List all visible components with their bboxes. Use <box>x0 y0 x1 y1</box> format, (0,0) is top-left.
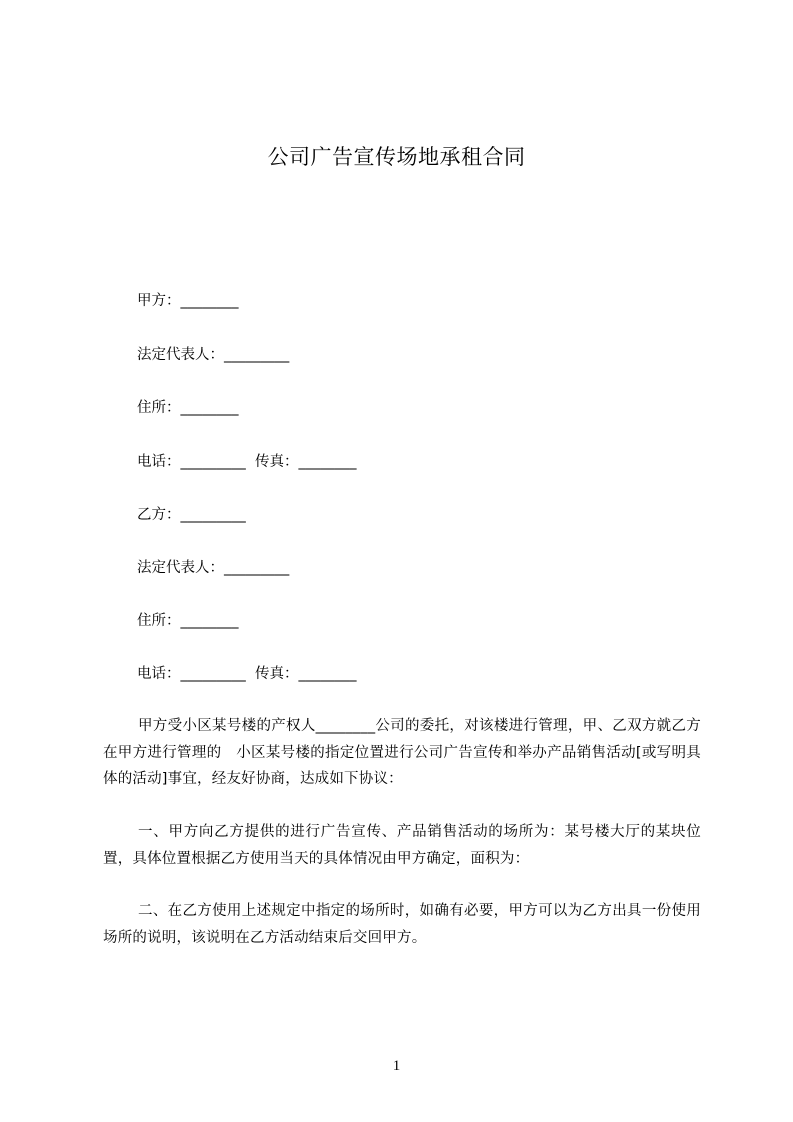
party-b-legal-rep-field: 法定代表人：_________ <box>137 560 290 576</box>
party-b-field: 乙方：_________ <box>137 507 246 523</box>
party-b-phone-fax-field: 电话：_________ 传真：________ <box>137 666 357 682</box>
party-b-address-field: 住所：________ <box>137 613 239 629</box>
party-a-field: 甲方：________ <box>137 293 239 309</box>
document-title: 公司广告宣传场地承租合同 <box>267 145 526 169</box>
clause-one-paragraph: 一、甲方向乙方提供的进行广告宣传、产品销售活动的场所为：某号楼大厅的某块位置，具体位置根据乙方使用当天的具体情况由甲方确定，面积为： <box>103 824 701 867</box>
page-number: 1 <box>392 1058 401 1074</box>
intro-paragraph: 甲方受小区某号楼的产权人________公司的委托，对该楼进行管理，甲、乙双方就乙方在甲方进行管理的 小区某号楼的指定位置进行公司广告宣传和举办产品销售活动[或写明具体的活动]事宜，经友好协商，达成如下协议： <box>103 718 701 787</box>
clause-two-paragraph: 二、在乙方使用上述规定中指定的场所时，如确有必要，甲方可以为乙方出具一份使用场所的说明，该说明在乙方活动结束后交回甲方。 <box>103 903 701 946</box>
party-a-phone-fax-field: 电话：_________ 传真：________ <box>137 454 357 470</box>
party-a-address-field: 住所：________ <box>137 400 239 416</box>
party-a-legal-rep-field: 法定代表人：_________ <box>137 347 290 363</box>
